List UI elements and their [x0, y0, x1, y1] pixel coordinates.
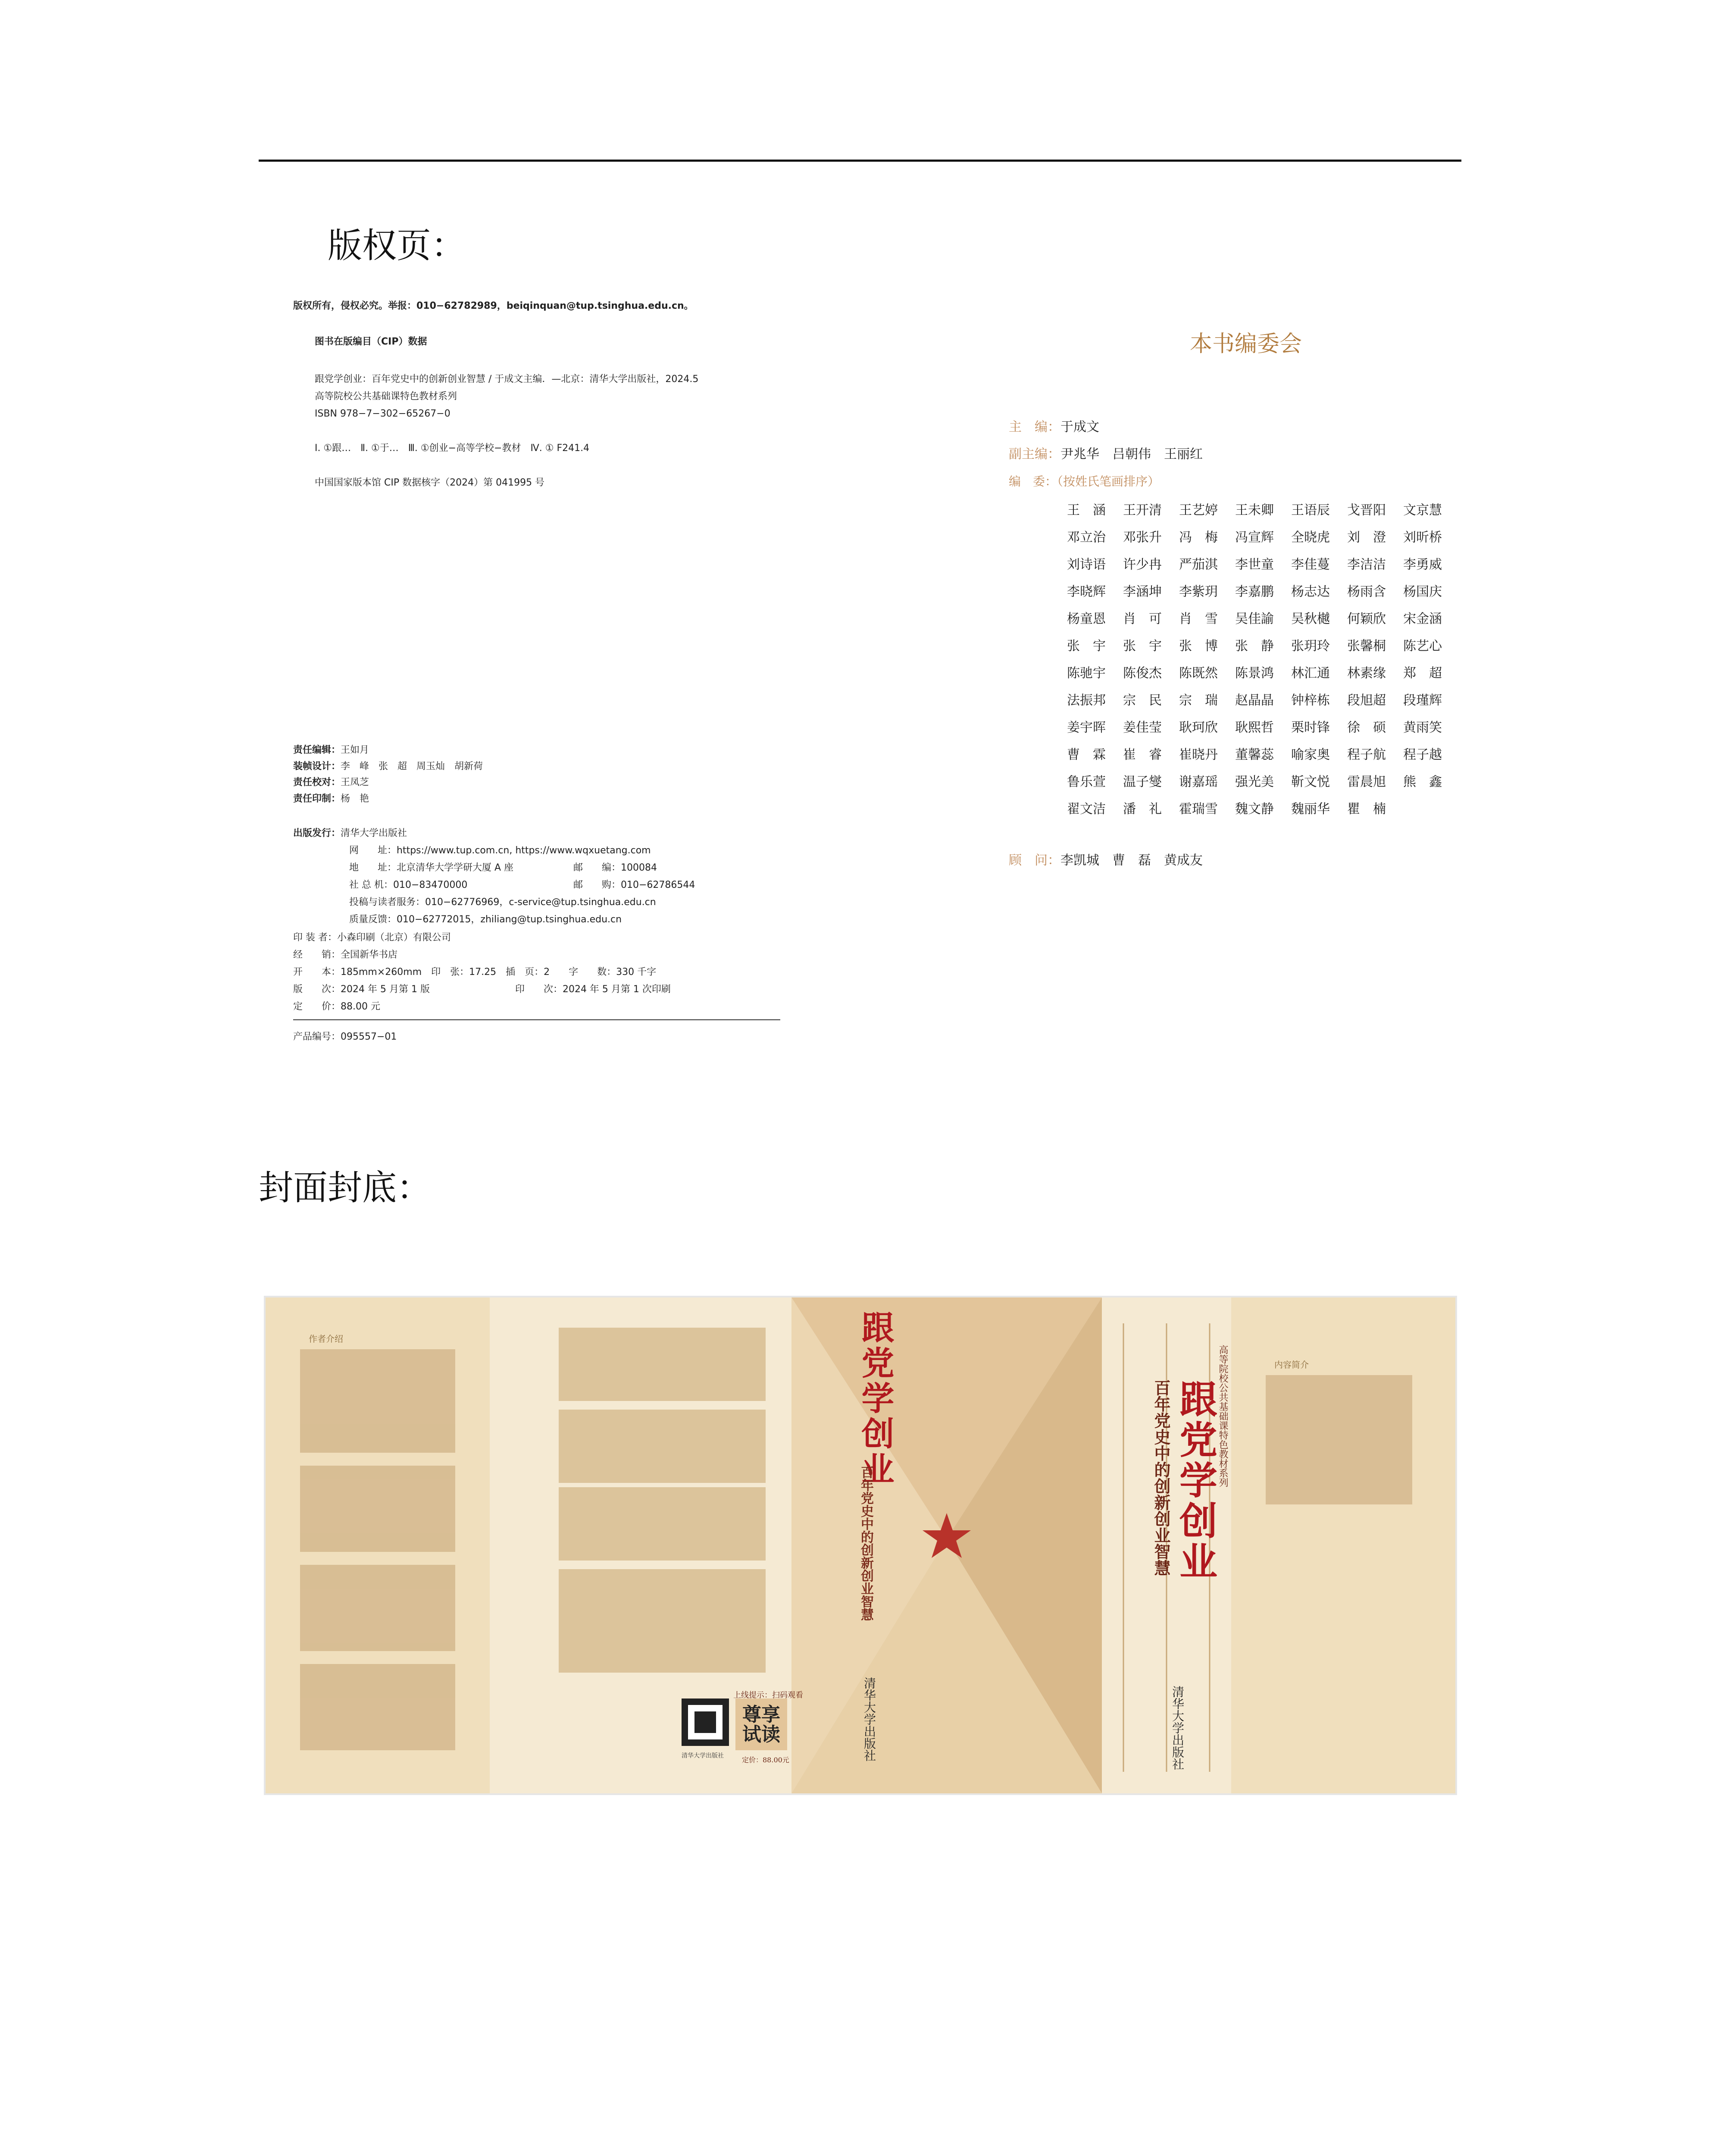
board-advisor-row [1009, 849, 1203, 868]
staff-value: 王凤芝 [341, 777, 369, 788]
chief-name: 于成文 [1060, 420, 1099, 435]
board-member: 吴秋樾 [1291, 611, 1330, 627]
board-member: 熊 鑫 [1403, 774, 1442, 790]
board-member: 谢嘉瑶 [1179, 774, 1218, 790]
board-member: 潘 礼 [1123, 802, 1162, 817]
board-member: 肖 雪 [1179, 611, 1218, 627]
board-member: 王开清 [1123, 503, 1162, 518]
board-member [1403, 800, 1459, 818]
board-member: 何颖欣 [1347, 611, 1386, 627]
board-member: 法振邦 [1067, 693, 1106, 708]
board-member: 张 宇 [1123, 639, 1162, 654]
publisher-label: 出版发行： [293, 828, 341, 839]
distributor: 经 销：全国新华书店 [293, 950, 398, 960]
divider [293, 1019, 780, 1020]
edition-info: 版 次：2024 年 5 月第 1 版 印 次：2024 年 5 月第 1 次印刷 [293, 984, 671, 995]
deputy-names: 尹兆华 吕朝伟 王丽红 [1060, 447, 1203, 462]
cover-spread-image [264, 1296, 1457, 1795]
staff-value: 李 峰 张 超 周玉灿 胡新荷 [341, 761, 483, 772]
board-member: 刘诗语 [1067, 557, 1106, 572]
price: 定 价：88.00 元 [293, 1001, 380, 1012]
board-member: 许少冉 [1123, 557, 1162, 572]
trial-top-text: 上线提示：扫码观看 [733, 1691, 803, 1700]
board-member: 曹 霖 [1067, 747, 1106, 762]
product-number: 产品编号：095557−01 [293, 1031, 397, 1042]
staff-label: 装帧设计： [293, 761, 341, 772]
board-member: 邓张升 [1123, 530, 1162, 545]
board-member: 杨童恩 [1067, 611, 1106, 627]
board-member: 杨雨含 [1347, 584, 1386, 599]
board-member: 崔 睿 [1123, 747, 1162, 762]
board-member: 王语辰 [1291, 503, 1330, 518]
advisor-names: 李凯城 曹 磊 黄成友 [1060, 853, 1203, 868]
board-member: 姜佳莹 [1123, 720, 1162, 735]
board-member: 王艺婷 [1179, 503, 1218, 518]
role-label: 副主编： [1009, 447, 1060, 462]
series-name: 高等院校公共基础课特色教材系列 [1217, 1345, 1228, 1487]
cover-price: 定价：88.00元 [742, 1756, 789, 1764]
board-member: 李涵坤 [1123, 584, 1162, 599]
board-member: 钟梓栋 [1291, 693, 1330, 708]
publisher-postcode: 邮 编：100084 [573, 862, 657, 873]
board-member: 肖 可 [1123, 611, 1162, 627]
cip-line-5: 中国国家版本馆 CIP 数据核字（2024）第 041995 号 [315, 477, 545, 488]
staff-list [293, 744, 483, 805]
member-grid [1067, 501, 1455, 818]
board-member: 强光美 [1235, 774, 1274, 790]
printer: 印 装 者：小森印刷（北京）有限公司 [293, 932, 451, 943]
board-member: 霍瑞雪 [1179, 802, 1218, 817]
board-member: 杨志达 [1291, 584, 1330, 599]
staff-label: 责任印制： [293, 793, 341, 805]
board-chief-row [1009, 416, 1099, 435]
board-member: 陈既然 [1179, 666, 1218, 681]
cover-title: 跟党学创业 [1173, 1379, 1218, 1582]
board-member: 栗时锋 [1291, 720, 1330, 735]
board-member: 黄雨笑 [1403, 720, 1442, 735]
publisher-name: 清华大学出版社 [341, 828, 407, 839]
front-publisher-logo: 清华大学出版社 [1170, 1686, 1185, 1770]
staff-value: 王如月 [341, 745, 369, 755]
copyright-heading: 版权页： [328, 226, 466, 266]
board-member: 文京慧 [1403, 503, 1442, 518]
board-member: 邓立治 [1067, 530, 1106, 545]
trial-badge: 尊享试读 [742, 1704, 780, 1746]
board-member: 李世童 [1235, 557, 1274, 572]
board-member: 鲁乐萱 [1067, 774, 1106, 790]
cover-subtitle: 百年党史中的创新创业智慧 [1151, 1379, 1171, 1576]
spine-publisher-logo: 清华大学出版社 [862, 1677, 876, 1761]
board-member: 耿熙哲 [1235, 720, 1274, 735]
board-member: 严茄淇 [1179, 557, 1218, 572]
board-member: 李洁洁 [1347, 557, 1386, 572]
members-label: 编 委：（按姓氏笔画排序） [1009, 474, 1160, 489]
board-member: 张玥玲 [1291, 639, 1330, 654]
board-member: 陈景鸿 [1235, 666, 1274, 681]
board-member: 宗 民 [1123, 693, 1162, 708]
board-member: 董馨蕊 [1235, 747, 1274, 762]
staff-label: 责任编辑： [293, 745, 341, 755]
board-member: 张 宇 [1067, 639, 1106, 654]
content-intro-heading: 内容简介 [1274, 1360, 1309, 1370]
role-label: 顾 问： [1009, 853, 1060, 868]
board-member: 刘昕桥 [1403, 530, 1442, 545]
copyright-notice: 版权所有，侵权必究。举报：010−62782989，beiqinquan@tup.tsinghua.edu.cn。 [293, 301, 694, 311]
board-member: 杨国庆 [1403, 584, 1442, 599]
board-member: 陈驰宇 [1067, 666, 1106, 681]
qr-caption: 清华大学出版社 [682, 1752, 724, 1759]
board-member: 王未卿 [1235, 503, 1274, 518]
board-member: 耿珂欣 [1179, 720, 1218, 735]
role-label: 主 编： [1009, 420, 1060, 435]
board-member: 林素缘 [1347, 666, 1386, 681]
board-member: 刘 澄 [1347, 530, 1386, 545]
publisher-mail-phone: 邮 购：010−62786544 [573, 880, 695, 890]
board-member: 李晓辉 [1067, 584, 1106, 599]
board-member: 李勇威 [1403, 557, 1442, 572]
cip-line-4: Ⅰ. ①跟… Ⅱ. ①于… Ⅲ. ①创业−高等学校−教材 Ⅳ. ① F241.4 [315, 443, 590, 454]
submission-contact: 投稿与读者服务：010−62776969，c-service@tup.tsinghua.edu.cn [349, 897, 656, 908]
publisher-phone: 社 总 机：010−83470000 [349, 880, 468, 890]
board-member: 张馨桐 [1347, 639, 1386, 654]
board-member: 宗 瑞 [1179, 693, 1218, 708]
spine-title: 跟党学创业 [856, 1310, 895, 1487]
cip-line-3: ISBN 978−7−302−65267−0 [315, 408, 450, 419]
board-member: 魏文静 [1235, 802, 1274, 817]
board-member: 李佳蔓 [1291, 557, 1330, 572]
board-member: 李紫玥 [1179, 584, 1218, 599]
board-member: 李嘉鹏 [1235, 584, 1274, 599]
board-member: 陈俊杰 [1123, 666, 1162, 681]
board-title: 本书编委会 [1190, 331, 1302, 357]
spine-subtitle: 百年党史中的创新创业智慧 [858, 1466, 873, 1621]
publisher-address: 地 址：北京清华大学学研大厦 A 座 [349, 862, 514, 873]
cip-line-2: 高等院校公共基础课特色教材系列 [315, 391, 457, 402]
board-member: 戈晋阳 [1347, 503, 1386, 518]
board-member: 段瑾辉 [1403, 693, 1442, 708]
board-member: 程子航 [1347, 747, 1386, 762]
staff-label: 责任校对： [293, 777, 341, 788]
board-member: 魏丽华 [1291, 802, 1330, 817]
board-member: 冯 梅 [1179, 530, 1218, 545]
format-spec: 开 本：185mm×260mm 印 张：17.25 插 页：2 字 数：330 千字 [293, 967, 657, 978]
board-member: 吴佳諭 [1235, 611, 1274, 627]
board-member: 崔晓丹 [1179, 747, 1218, 762]
publisher-web: 网 址：https://www.tup.com.cn, https://www.wqxuetang.com [349, 845, 651, 856]
cover-heading: 封面封底： [259, 1168, 431, 1208]
author-intro-heading: 作者介绍 [309, 1334, 343, 1344]
staff-value: 杨 艳 [341, 793, 369, 805]
board-member: 张 静 [1235, 639, 1274, 654]
header-rule [259, 160, 1461, 162]
board-member: 郑 超 [1403, 666, 1442, 681]
board-member: 冯宣辉 [1235, 530, 1274, 545]
board-member: 瞿 楠 [1347, 802, 1386, 817]
board-member: 张 博 [1179, 639, 1218, 654]
publisher-line [293, 827, 407, 840]
board-member: 王 涵 [1067, 503, 1106, 518]
board-member: 姜宇晖 [1067, 720, 1106, 735]
board-member: 宋金涵 [1403, 611, 1442, 627]
board-member: 靳文悦 [1291, 774, 1330, 790]
board-member: 温子燮 [1123, 774, 1162, 790]
board-member: 程子越 [1403, 747, 1442, 762]
board-member: 徐 硕 [1347, 720, 1386, 735]
board-member: 全晓虎 [1291, 530, 1330, 545]
board-member: 赵晶晶 [1235, 693, 1274, 708]
board-member: 陈艺心 [1403, 639, 1442, 654]
board-deputy-row [1009, 443, 1203, 462]
cip-line-1: 跟党学创业：百年党史中的创新创业智慧 / 于成文主编．—北京：清华大学出版社，2024.5 [315, 374, 699, 385]
board-member: 段旭超 [1347, 693, 1386, 708]
board-member: 翟文洁 [1067, 802, 1106, 817]
board-member: 雷晨旭 [1347, 774, 1386, 790]
board-member: 喻家奥 [1291, 747, 1330, 762]
cip-title: 图书在版编目（CIP）数据 [315, 336, 427, 347]
quality-contact: 质量反馈：010−62772015，zhiliang@tup.tsinghua.edu.cn [349, 914, 622, 925]
board-member: 林汇通 [1291, 666, 1330, 681]
